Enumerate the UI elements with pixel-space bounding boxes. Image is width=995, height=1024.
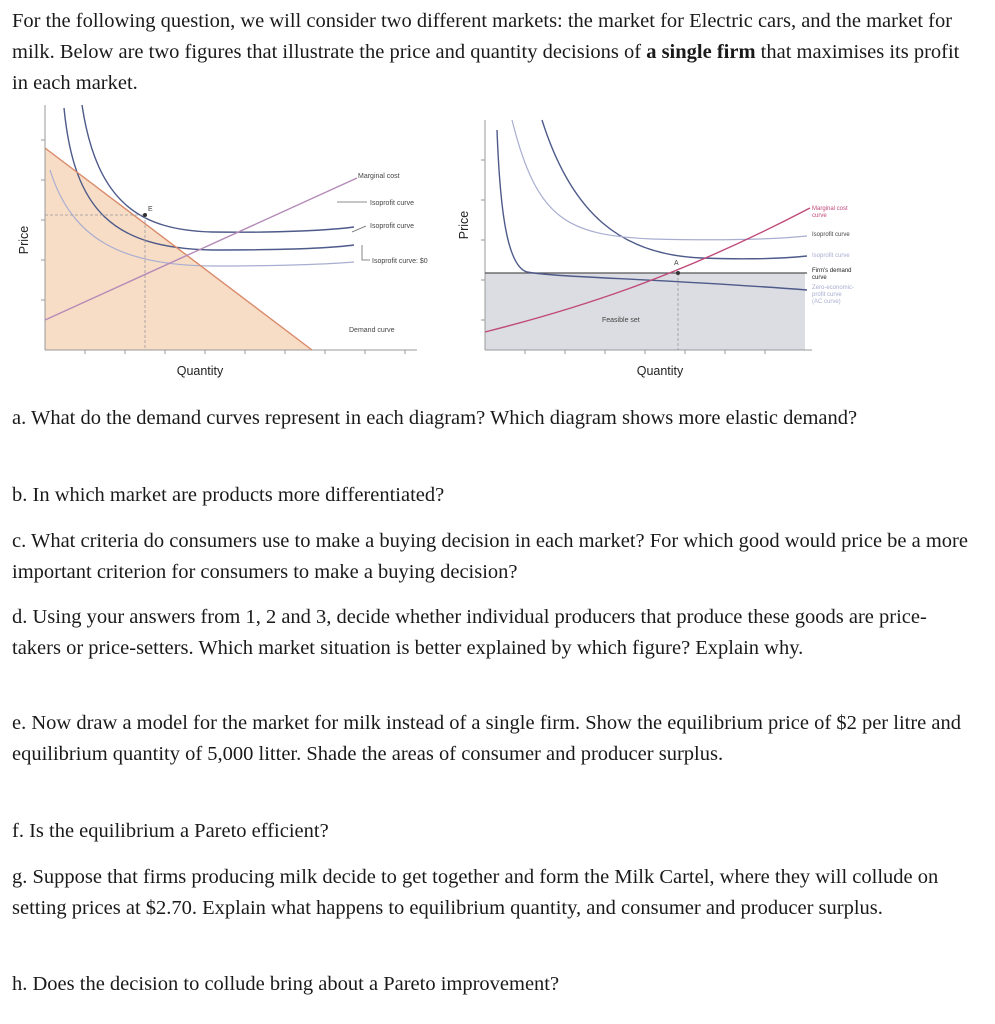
question-a: a. What do the demand curves represent in each diagram? Which diagram shows more elastic demand?	[12, 407, 858, 429]
fig1-iso3-leader	[362, 245, 370, 260]
fig1-x-axis-label: Quantity	[176, 364, 224, 378]
fig2-point-a-label: A	[674, 260, 679, 267]
fig2-firm-demand-label-2: curve	[812, 275, 827, 281]
question-e: e. Now draw a model for the market for milk instead of a single firm. Show the equilibrium price of $2 per litre and equilibrium quantity of 5,000 litter. Shade the areas of consumer and producer surplus.	[12, 712, 961, 765]
intro-paragraph	[12, 6, 972, 99]
intro-text-end: that maximises its profit in each market.	[12, 41, 960, 94]
fig2-zero-profit-label-2: profit curve	[812, 292, 842, 298]
fig1-point-e	[143, 213, 147, 217]
fig2-x-axis-label: Quantity	[636, 364, 684, 378]
fig2-y-axis-label: Price	[457, 210, 471, 240]
fig2-feasible-label: Feasible set	[602, 317, 640, 324]
fig2-y-ticks	[481, 160, 485, 320]
question-c: c. What criteria do consumers use to make a buying decision in each market? For which good would price be a more important criterion for consumers to make a buying decision?	[12, 530, 968, 583]
fig1-iso2-leader	[352, 226, 366, 232]
figure-2	[452, 100, 902, 385]
fig1-isoprofit-label-3: Isoprofit curve: $0	[372, 258, 428, 265]
fig1-x-ticks	[85, 350, 405, 354]
fig2-marginal-cost-label-2: curve	[812, 213, 827, 219]
fig2-zero-profit-label-3: (AC curve)	[812, 299, 841, 305]
intro-bold-text: a single firm	[646, 41, 756, 63]
fig2-marginal-cost-label: Marginal cost	[812, 206, 848, 212]
figure-1	[12, 100, 442, 385]
fig2-isoprofit-curve-low	[512, 120, 807, 240]
question-f: f. Is the equilibrium a Pareto efficient?	[12, 820, 329, 842]
fig2-isoprofit-label-2: Isoprofit curve	[812, 253, 850, 259]
question-g: g. Suppose that firms producing milk decide to get together and form the Milk Cartel, where they will collude on setting prices at $2.70. Explain what happens to equilibrium quantity, and consumer and producer surplus.	[12, 866, 939, 919]
intro-text-start: For the following question, we will consider two different markets: the market for Electric cars, and the market for milk. Below are two figures that illustrate the price and quantity decisions of	[12, 10, 953, 63]
fig2-firm-demand-label: Firm's demand	[812, 268, 852, 274]
fig1-marginal-cost-label: Marginal cost	[358, 173, 400, 180]
question-b: b. In which market are products more differentiated?	[12, 484, 445, 506]
fig1-y-axis-label: Price	[17, 225, 31, 255]
fig1-isoprofit-label-1: Isoprofit curve	[370, 200, 414, 207]
question-d: d. Using your answers from 1, 2 and 3, decide whether individual producers that produce these goods are price-takers or price-setters. Which market situation is better explained by which figure? Explain why.	[12, 606, 927, 659]
fig2-point-a	[676, 271, 680, 275]
fig1-demand-label: Demand curve	[349, 327, 395, 334]
figure-1-svg	[12, 100, 442, 385]
fig2-zero-profit-curve	[497, 130, 807, 290]
fig1-isoprofit-label-2: Isoprofit curve	[370, 223, 414, 230]
fig2-x-ticks	[525, 350, 765, 354]
fig1-y-ticks	[41, 140, 45, 300]
fig1-point-e-label: E	[148, 206, 153, 213]
fig2-isoprofit-label-1: Isoprofit curve	[812, 232, 850, 238]
fig2-isoprofit-curve-high	[542, 120, 807, 259]
question-h: h. Does the decision to collude bring about a Pareto improvement?	[12, 973, 560, 995]
figure-2-svg	[452, 100, 902, 385]
fig2-zero-profit-label: Zero-economic-	[812, 285, 855, 291]
fig2-feasible-shade	[485, 273, 805, 350]
